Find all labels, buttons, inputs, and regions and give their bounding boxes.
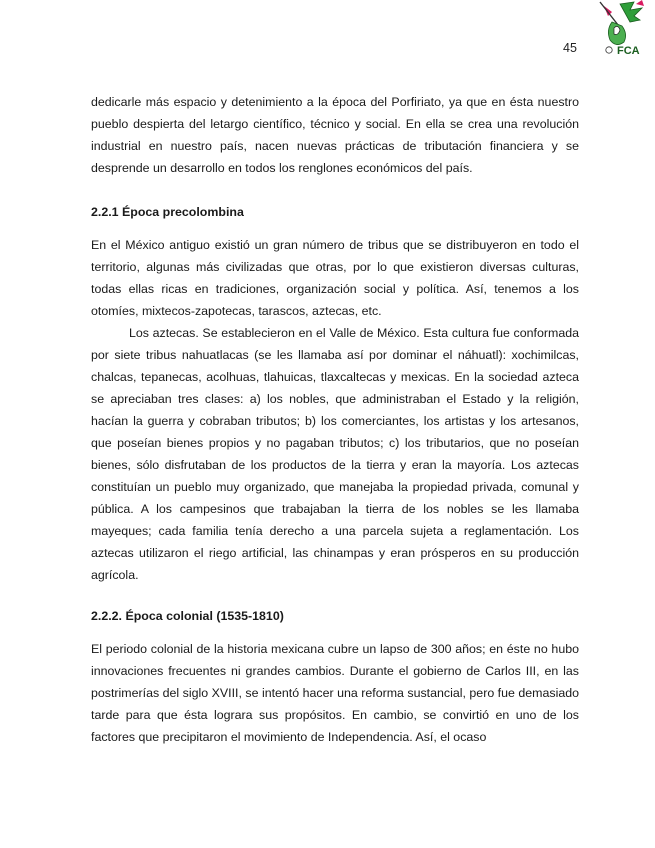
document-body [91, 91, 579, 748]
paragraph: dedicarle más espacio y detenimiento a la época del Porfiriato, ya que en ésta nuestro pueblo despierta del letargo científico, técnico y social. En ella se crea una revolución industrial en nuestro país, nacen nuevas prácticas de tributación financiera y se desprende un desarrollo en todos los renglones económicos del país. [91, 95, 579, 175]
page-number: 45 [563, 41, 577, 55]
section-heading: 2.2.1 Época precolombina [91, 205, 244, 219]
fca-logo-icon [590, 0, 652, 64]
paragraph: El periodo colonial de la historia mexicana cubre un lapso de 300 años; en éste no hubo innovaciones frecuentes ni grandes cambios. Durante el gobierno de Carlos III, en las postrimerías del siglo XVIII, se intentó hacer una reforma sustancial, pero fue demasiado tarde para que ésta lograra sus propósitos. En cambio, se convirtió en uno de los factores que precipitaron el movimiento de Independencia. Así, el ocaso [91, 642, 579, 744]
logo-text: FCA [617, 45, 640, 57]
paragraph: En el México antiguo existió un gran número de tribus que se distribuyeron en todo el territorio, algunas más civilizadas que otras, por lo que existieron diversas culturas, todas ellas ricas en tradiciones, organización social y política. Así, tenemos a los otomíes, mixtecos-zapotecas, tarascos, aztecas, etc. [91, 238, 579, 318]
section-heading: 2.2.2. Época colonial (1535-1810) [91, 609, 284, 623]
paragraph: Los aztecas. Se establecieron en el Valle de México. Esta cultura fue conformada por siete tribus nahuatlacas (se les llamaba así por dominar el náhuatl): xochimilcas, chalcas, tepanecas, acolhuas, tlahuicas, tlaxcaltecas y mexicas. En la sociedad azteca se apreciaban tres clases: a) los nobles, que administraban el Estado y la religión, hacían la guerra y cobraban tributos; b) los comerciantes, los artistas y los artesanos, que poseían bienes propios y no pagaban tributos; c) los tributarios, que no poseían bienes, sólo disfrutaban de los productos de la tierra y eran la mayoría. Los aztecas constituían un pueblo muy organizado, que manejaba la propiedad privada, comunal y pública. A los campesinos que trabajaban la tierra de los nobles se les llamaba mayeques; cada familia tenía derecho a una parcela sujeta a reglamentación. Los aztecas utilizaron el riego artificial, las chinampas y eran prósperos en su producción agrícola. [91, 326, 579, 582]
